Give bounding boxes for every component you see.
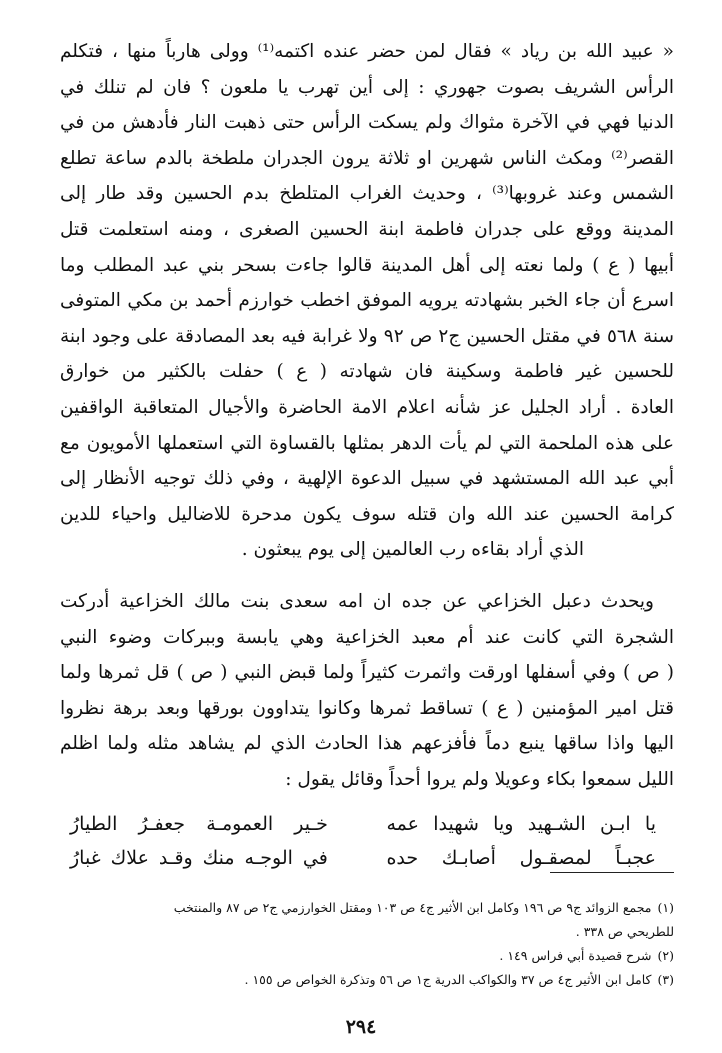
text-line: المدينة ووقع على جدران فاطمة ابنة الحسين الصغرى ، ومنه استعلمت قتل [60, 218, 674, 240]
footnotes [60, 896, 674, 992]
verse-first-hemistich: عجبـاً لمصقـول أصابـك حده [386, 847, 656, 870]
footnote-number: (٢) [657, 948, 674, 963]
text-line: أبي عبد الله المستشهد في سبيل الدعوة الإلهية ، وفي ذلك توجيه الأنظار إلى [60, 468, 674, 490]
text-line: الرأس الشريف بصوت جهوري : إلى أين تهرب يا ملعون ؟ فان لم تنلك في [60, 76, 674, 98]
footnote-number: (٣) [657, 972, 674, 987]
text-line: ويحدث دعبل الخزاعي عن جده ان امه سعدى بنت مالك الخزاعية أدركت [60, 590, 654, 612]
verse-second-hemistich: خـير العمومـة جعفـرُ الطيارُ [70, 813, 328, 836]
text-line: ( ص ) وفي أسفلها اورقت واثمرت كثيراً ولما قبض النبي ( ص ) قل ثمرها ولما [60, 662, 674, 684]
text-line: أبيها ( ع ) ولما نعته إلى أهل المدينة قالوا جاءت بسحر بني عبد المطلب وما [60, 254, 674, 276]
text-line: العادة . أراد الجليل عز شأنه اعلام الامة الحاضرة والأجيال المتعاقبة الواقفين [60, 396, 674, 418]
footnote-text: شرح قصيدة أبي فراس ١٤٩ . [499, 948, 652, 963]
text-line: اليها واذا ساقها ينبع دماً فأفزعهم هذا الحادث الذي لم يشاهد مثله ولما اظلم [60, 733, 674, 755]
poem-verse [60, 807, 674, 841]
text-line: على هذه الملحمة التي لم يأت الدهر بمثلها بالقساوة التي استعملها الأمويون مع [60, 432, 674, 454]
footnote-divider [550, 872, 674, 873]
text-line: سنة ٥٦٨ في مقتل الحسين ج٢ ص ٩٢ ولا غرابة فيه بعد المصادقة على وجود ابنة [60, 325, 674, 347]
verse-second-hemistich: في الوجـه منك وقـد علاك غبارُ [70, 847, 328, 870]
text-line: الشمس وعند غروبها⁽³⁾ ، وحديث الغراب المتلطخ بدم الحسين وقد طار إلى [60, 183, 674, 205]
text-line: « عبيد الله بن رياد » فقال لمن حضر عنده اكتمه⁽¹⁾ وولى هارباً منها ، فتكلم [60, 41, 674, 62]
poem [60, 807, 674, 875]
footnote-text: كامل ابن الأثير ج٤ ص ٣٧ والكواكب الدرية ج١ ص ٥٦ وتذكرة الخواص ص ١٥٥ . [244, 972, 652, 987]
main-paragraph-1 [60, 34, 674, 568]
text-line: اسرع أن جاء الخبر بشهادته يرويه الموفق اخطب خوارزم أحمد بن مكي المتوفى [60, 290, 674, 312]
poem-verse [60, 841, 674, 875]
main-paragraph-2 [60, 584, 674, 798]
text-line: كرامة الحسين عند الله وان قتله سوف يكون مدحرة للاضاليل واحياء للدين [60, 503, 674, 525]
footnote [60, 896, 674, 920]
text-line: الذي أراد بقاءه رب العالمين إلى يوم يبعثون . [241, 539, 584, 561]
page-number: ٢٩٤ [345, 1016, 377, 1038]
text-line: قتل امير المؤمنين ( ع ) تساقط ثمرها وكانوا يتداوون بورقها وبعد برهة نظروا [60, 697, 674, 719]
footnote-number: (١) [657, 900, 674, 915]
text-line: القصر⁽²⁾ ومكث الناس شهرين او ثلاثة يرون الجدران ملطخة بالدم ساعة تطلع [60, 147, 674, 169]
footnote-text: مجمع الزوائد ج٩ ص ١٩٦ وكامل ابن الأثير ج٤ ص ١٠٣ ومقتل الخوارزمي ج٢ ص ٨٧ والمنتخب [173, 900, 652, 915]
footnote-text: للطريحي ص ٣٣٨ . [575, 924, 674, 939]
text-line: الليل سمعوا بكاء وعويلا ولم يروا أحداً وقائل يقول : [285, 768, 674, 790]
verse-first-hemistich: يا ابـن الشـهيد ويا شهيدا عمه [386, 813, 656, 836]
footnote [60, 968, 674, 992]
footnote [60, 944, 674, 968]
footnote [60, 920, 674, 944]
text-line: الدنيا فهي في الآخرة مثواك ولم يسكت الرأس حتى ذهبت النار فأدهش من في [60, 112, 674, 134]
text-line: للحسين غير فاطمة وسكينة فان شهادته ( ع ) حفلت بالكثير من خوارق [60, 361, 674, 383]
text-line: الشجرة التي كانت عند أم معبد الخزاعية وهي يابسة وببركات وضوء النبي [60, 626, 674, 648]
